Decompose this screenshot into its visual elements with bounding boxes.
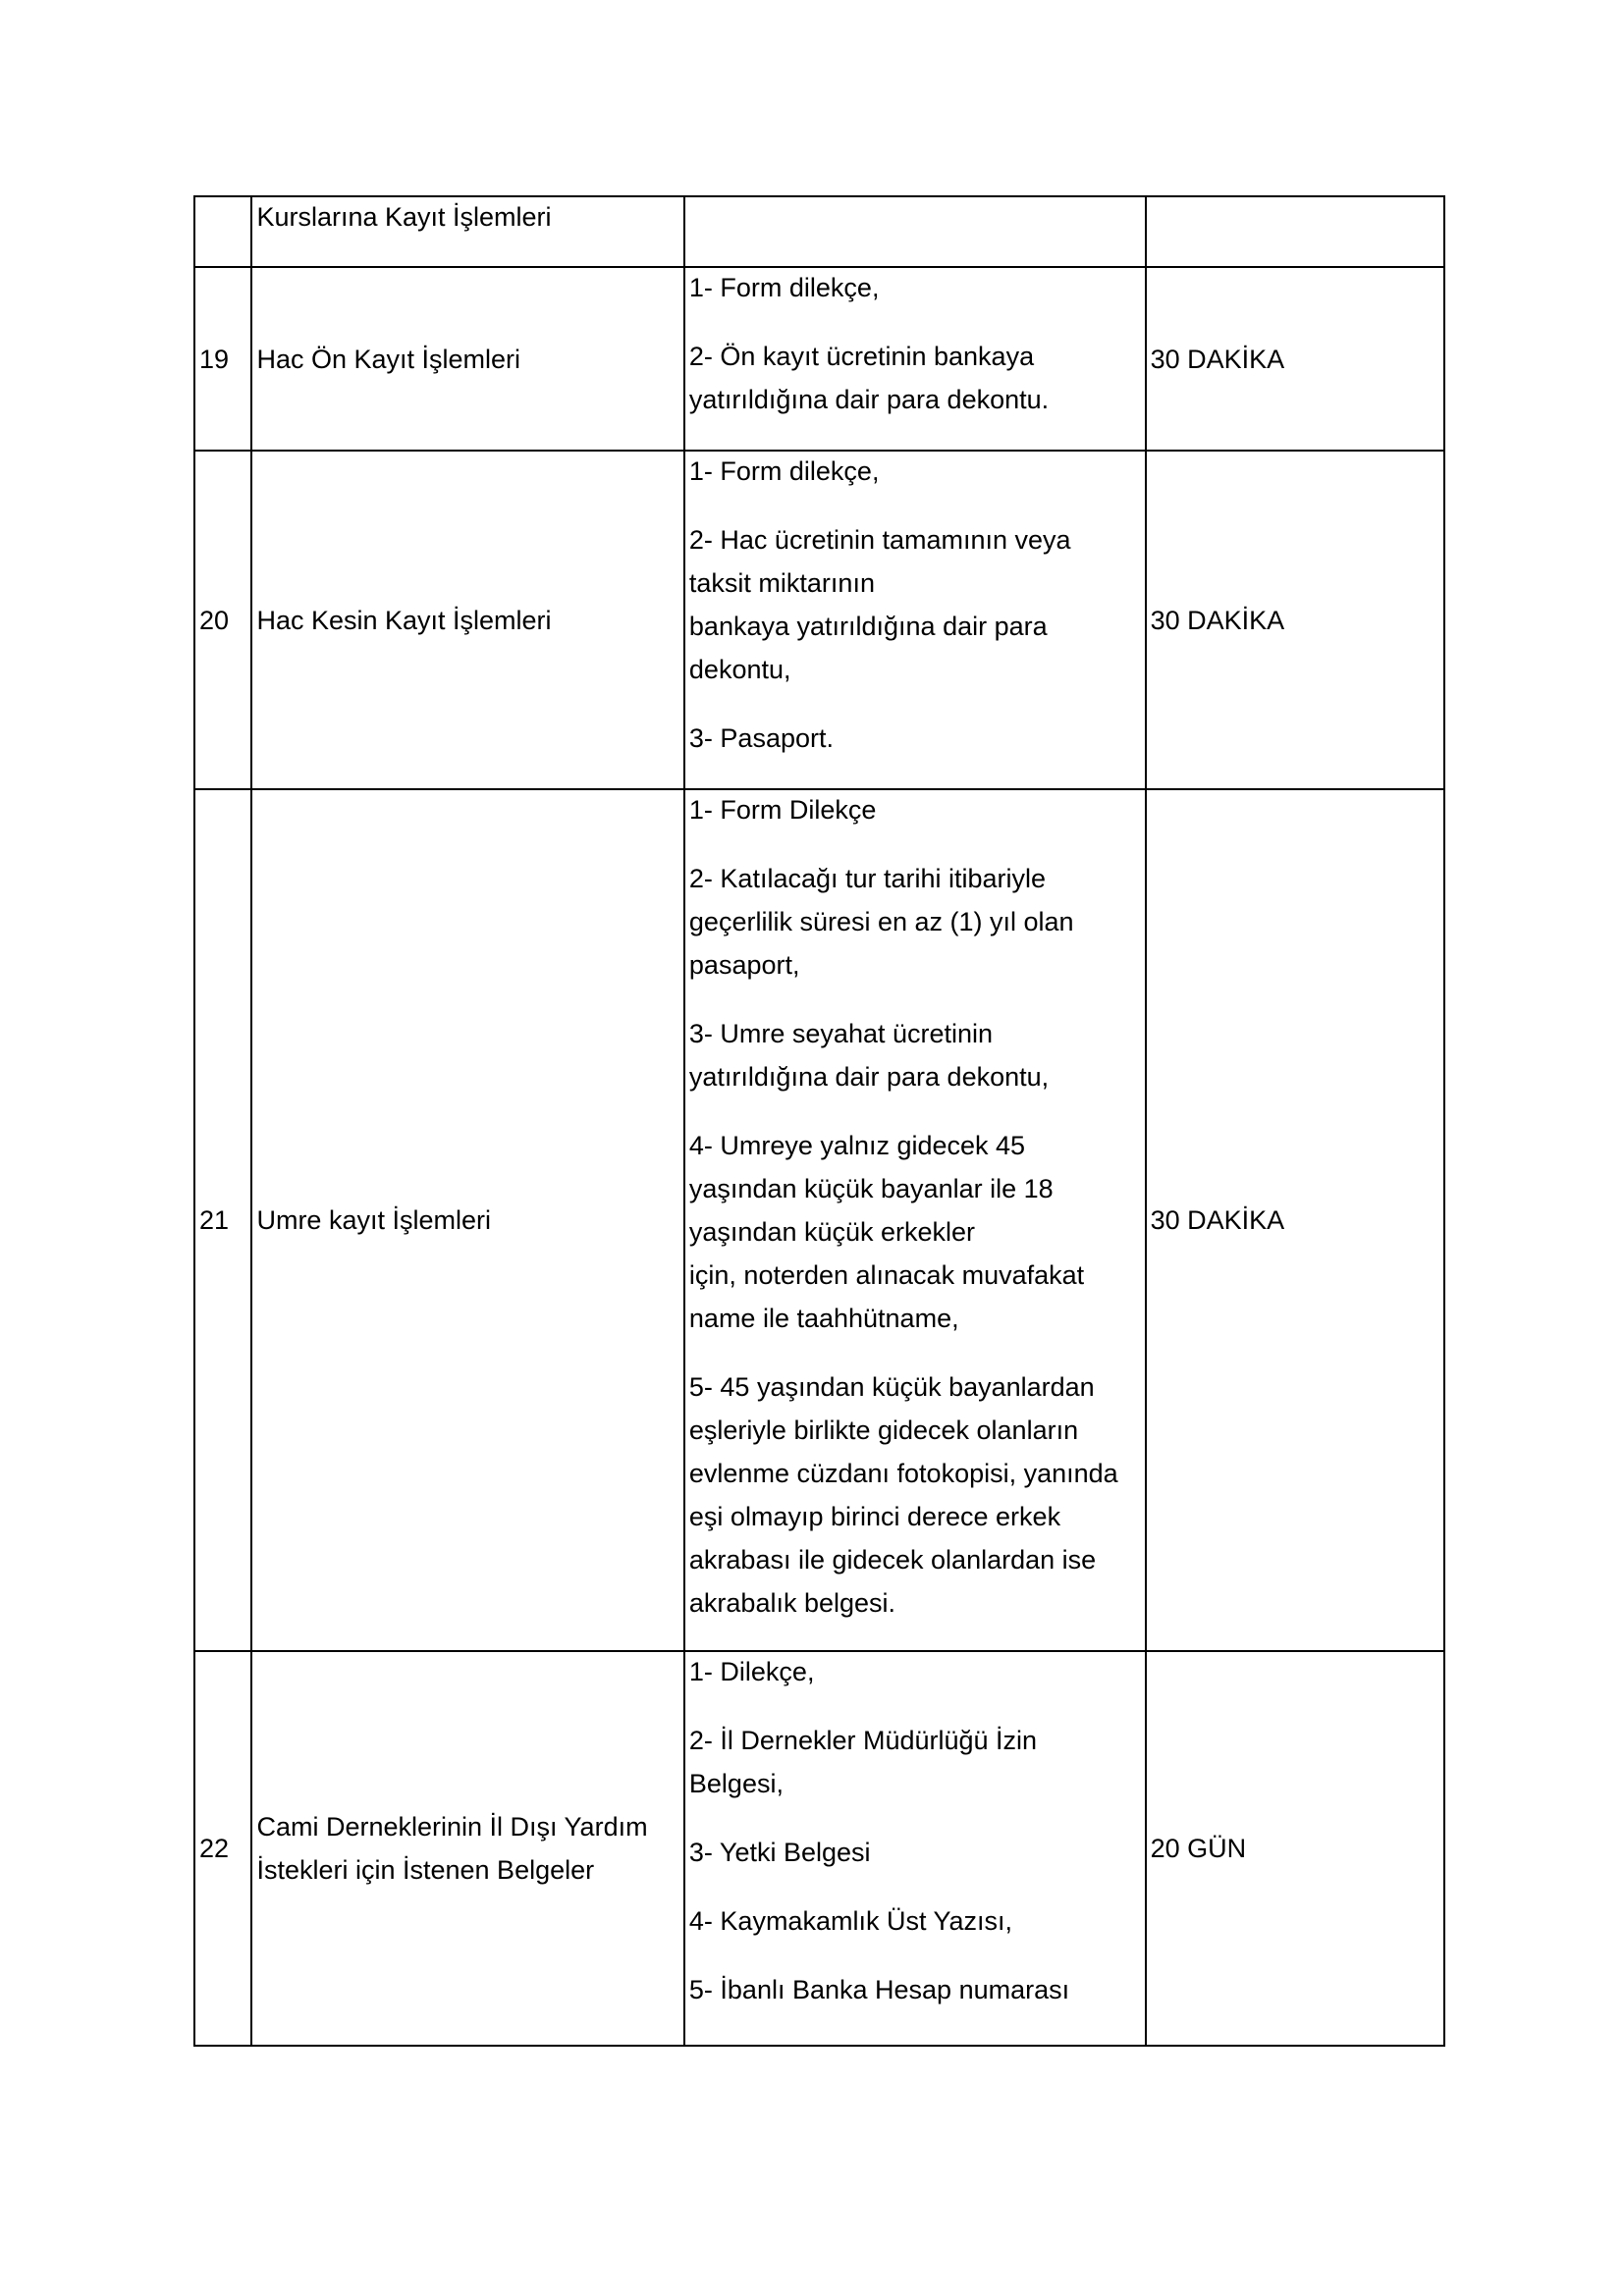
document-list <box>689 451 1145 760</box>
document-item: 4- Umreye yalnız gidecek 45 yaşından küçük bayanlar ile 18 yaşından küçük erkekler için, noterden alınacak muvafakat name ile taahhütname, <box>688 1131 1085 1333</box>
document-item: 2- Hac ücretinin tamamının veya taksit miktarının bankaya yatırıldığına dair para dekontu, <box>688 525 1071 684</box>
document-item: 1- Form dilekçe, <box>688 273 880 302</box>
document-item: 5- İbanlı Banka Hesap numarası <box>688 1975 1070 2004</box>
procedure-name-cell: Hac Kesin Kayıt İşlemleri <box>251 451 683 789</box>
document-item: 2- Katılacağı tur tarihi itibariyle geçerlilik süresi en az (1) yıl olan pasaport, <box>688 864 1074 980</box>
document-item: 1- Form Dilekçe <box>688 795 877 825</box>
completion-time-cell: 30 DAKİKA <box>1146 789 1444 1651</box>
required-documents-cell <box>684 1651 1146 2046</box>
completion-time-cell <box>1146 196 1444 267</box>
document-item: 5- 45 yaşından küçük bayanlardan eşleriyle birlikte gidecek olanların evlenme cüzdanı fotokopisi, yanında eşi olmayıp birinci derece erkek akrabası ile gidecek olanlardan ise akrabalık belgesi. <box>688 1372 1118 1618</box>
document-item: 4- Kaymakamlık Üst Yazısı, <box>688 1906 1012 1936</box>
completion-time-cell: 30 DAKİKA <box>1146 267 1444 451</box>
procedure-name-cell: Umre kayıt İşlemleri <box>251 789 683 1651</box>
procedures-table <box>193 195 1445 2047</box>
row-number-cell: 20 <box>194 451 251 789</box>
document-item: 2- Ön kayıt ücretinin bankaya yatırıldığına dair para dekontu. <box>688 342 1050 414</box>
document-list <box>689 267 1145 421</box>
document-item: 3- Pasaport. <box>688 723 834 753</box>
table-row <box>194 196 1444 267</box>
table-row <box>194 267 1444 451</box>
required-documents-cell <box>684 789 1146 1651</box>
required-documents-cell <box>684 267 1146 451</box>
procedure-name-cell: Hac Ön Kayıt İşlemleri <box>251 267 683 451</box>
required-documents-cell <box>684 451 1146 789</box>
document-list <box>689 789 1145 1625</box>
required-documents-cell <box>684 196 1146 267</box>
table-row <box>194 789 1444 1651</box>
document-item: 1- Form dilekçe, <box>688 456 880 486</box>
row-number-cell: 19 <box>194 267 251 451</box>
document-item: 3- Yetki Belgesi <box>688 1838 871 1867</box>
document-list <box>689 1651 1145 2011</box>
document-item: 3- Umre seyahat ücretinin yatırıldığına dair para dekontu, <box>688 1019 1050 1092</box>
row-number-cell <box>194 196 251 267</box>
procedure-name-cell: Kurslarına Kayıt İşlemleri <box>251 196 683 267</box>
completion-time-cell: 30 DAKİKA <box>1146 451 1444 789</box>
procedure-name-cell: Cami Derneklerinin İl Dışı Yardım İstekleri için İstenen Belgeler <box>251 1651 683 2046</box>
document-item: 1- Dilekçe, <box>688 1657 815 1686</box>
document-item: 2- İl Dernekler Müdürlüğü İzin Belgesi, <box>688 1726 1038 1798</box>
row-number-cell: 21 <box>194 789 251 1651</box>
completion-time-cell: 20 GÜN <box>1146 1651 1444 2046</box>
row-number-cell: 22 <box>194 1651 251 2046</box>
table-row <box>194 451 1444 789</box>
table-row <box>194 1651 1444 2046</box>
